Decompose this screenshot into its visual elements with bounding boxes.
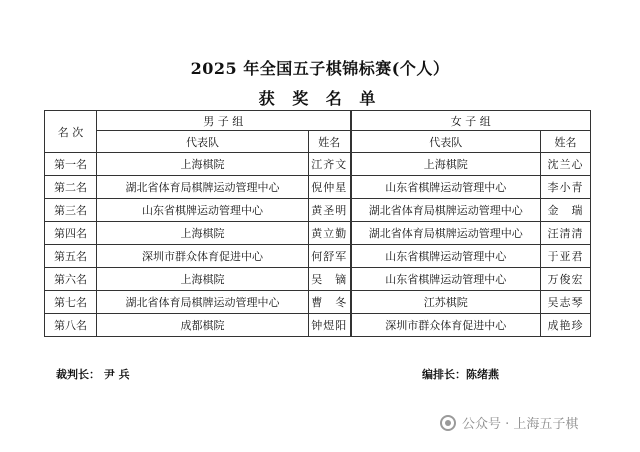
women-team-cell: 湖北省体育局棋牌运动管理中心 [351,199,541,222]
women-name-cell: 李小青 [541,176,591,199]
men-name-cell: 倪仲星 [309,176,351,199]
table-row [45,199,591,222]
men-team-cell: 山东省棋牌运动管理中心 [97,199,309,222]
rank-cell: 第二名 [45,176,97,199]
men-group-header: 男 子 组 [97,111,351,131]
men-name-cell: 何舒军 [309,245,351,268]
table-row [45,176,591,199]
wechat-official-account-icon [440,415,456,431]
women-name-cell: 成艳珍 [541,314,591,337]
rank-cell: 第七名 [45,291,97,314]
men-name-cell: 黄圣明 [309,199,351,222]
men-name-cell: 江齐文 [309,153,351,176]
rank-cell: 第六名 [45,268,97,291]
men-team-cell: 上海棋院 [97,268,309,291]
table-row [45,153,591,176]
women-name-cell: 金 瑞 [541,199,591,222]
women-name-cell: 于亚君 [541,245,591,268]
women-team-cell: 上海棋院 [351,153,541,176]
men-team-cell: 深圳市群众体育促进中心 [97,245,309,268]
table-header-row-group [45,111,591,131]
rank-cell: 第一名 [45,153,97,176]
women-name-header: 姓名 [541,131,591,153]
rank-cell: 第四名 [45,222,97,245]
women-name-cell: 沈兰心 [541,153,591,176]
men-team-cell: 成都棋院 [97,314,309,337]
men-name-cell: 钟煜阳 [309,314,351,337]
rank-cell: 第五名 [45,245,97,268]
table-row [45,314,591,337]
awards-table [44,110,591,337]
women-team-header: 代表队 [351,131,541,153]
men-name-cell: 曹 冬 [309,291,351,314]
referee-label: 裁判长： 尹 兵 [56,368,130,381]
women-team-cell: 深圳市群众体育促进中心 [351,314,541,337]
men-team-cell: 湖北省体育局棋牌运动管理中心 [97,176,309,199]
table-row [45,268,591,291]
men-team-cell: 上海棋院 [97,222,309,245]
women-name-cell: 汪清清 [541,222,591,245]
rank-cell: 第三名 [45,199,97,222]
men-team-cell: 上海棋院 [97,153,309,176]
table-row [45,291,591,314]
table-header-row-columns [45,131,591,153]
women-name-cell: 万俊宏 [541,268,591,291]
watermark [440,413,578,432]
women-team-cell: 山东省棋牌运动管理中心 [351,245,541,268]
men-team-cell: 湖北省体育局棋牌运动管理中心 [97,291,309,314]
women-team-cell: 江苏棋院 [351,291,541,314]
rank-cell: 第八名 [45,314,97,337]
page-title: 2025 年全国五子棋锦标赛(个人） [190,59,450,78]
women-group-header: 女 子 组 [351,111,591,131]
men-name-cell: 黄立勤 [309,222,351,245]
men-name-header: 姓名 [309,131,351,153]
women-name-cell: 吴志琴 [541,291,591,314]
watermark-text: 公众号 · 上海五子棋 [462,417,579,432]
women-team-cell: 湖北省体育局棋牌运动管理中心 [351,222,541,245]
table-row [45,222,591,245]
women-team-cell: 山东省棋牌运动管理中心 [351,268,541,291]
rank-header: 名 次 [45,111,97,153]
table-row [45,245,591,268]
page-subtitle: 获 奖 名 单 [258,89,382,108]
scheduler-label: 编排长：陈绪燕 [422,368,499,381]
men-name-cell: 吴 镝 [309,268,351,291]
men-team-header: 代表队 [97,131,309,153]
women-team-cell: 山东省棋牌运动管理中心 [351,176,541,199]
